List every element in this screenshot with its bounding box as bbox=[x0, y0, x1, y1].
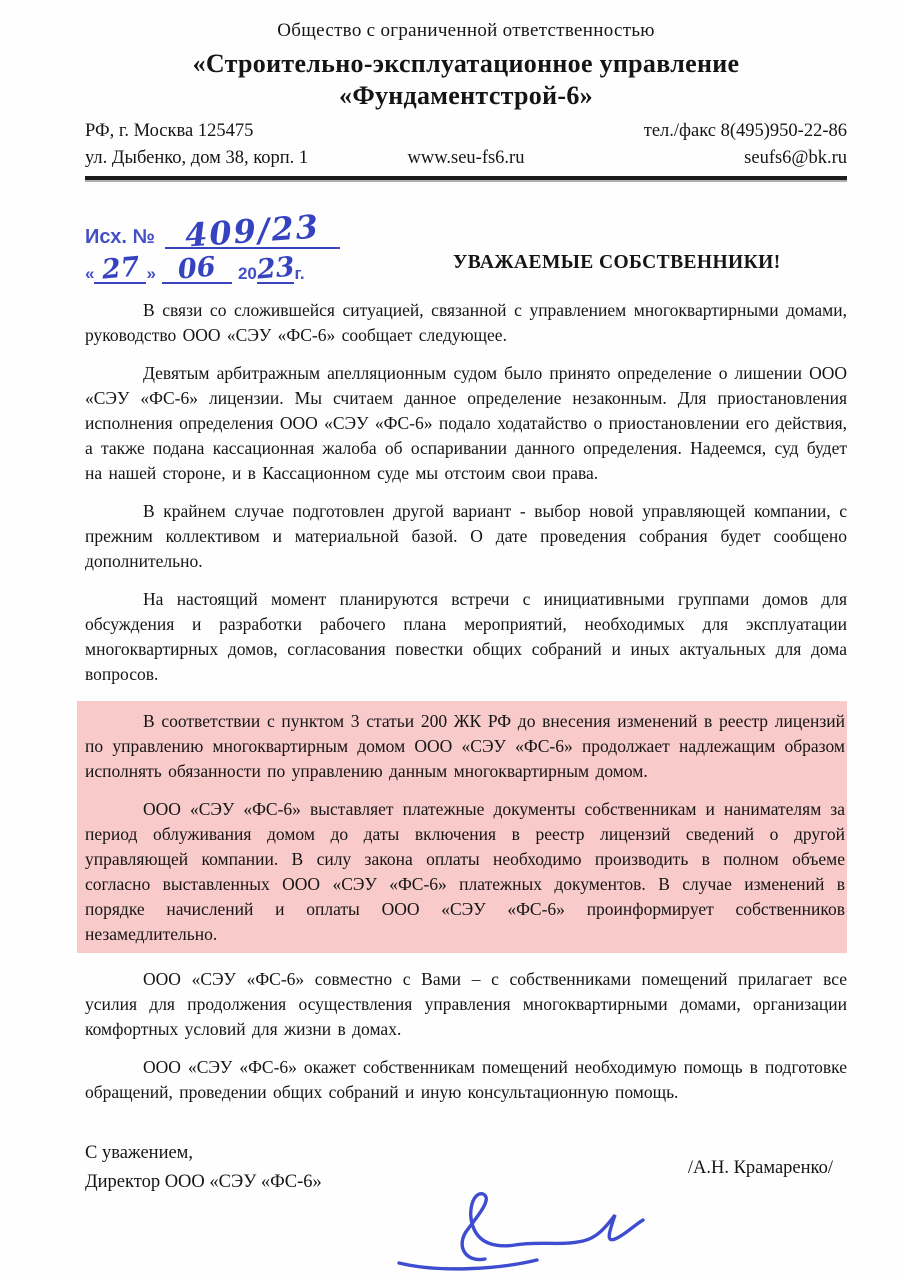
ref-label: Исх. № bbox=[85, 226, 155, 248]
letter-content bbox=[85, 20, 847, 1280]
day-slot bbox=[94, 251, 146, 286]
letterhead-rule bbox=[85, 176, 847, 180]
ref-number-slot bbox=[165, 207, 340, 255]
email: seufs6@bk.ru bbox=[744, 148, 847, 168]
month-slot bbox=[162, 251, 232, 286]
highlighted-paragraph: ООО «СЭУ «ФС-6» выставляет платежные документы собственникам и нанимателям за период облуживания домом до даты включения в реестр лицензий сведений о другой управляющей компании. В силу закона оплаты необходимо производить в полном объеме согласно выставленных ООО «СЭУ «ФС-6» платежных документов. В случае изменений в порядке начислений и оплаты ООО «СЭУ «ФС-6» проинформирует собственников незамедлительно. bbox=[85, 799, 845, 944]
highlighted-section bbox=[77, 701, 847, 953]
phone-fax: тел./факс 8(495)950-22-86 bbox=[643, 121, 847, 141]
paragraph: ООО «СЭУ «ФС-6» окажет собственникам помещений необходимую помощь в подготовке обращений, проведении общих собраний и иную консультационную помощь. bbox=[85, 1057, 847, 1102]
letterhead-contacts bbox=[85, 118, 847, 172]
website: www.seu-fs6.ru bbox=[407, 148, 525, 168]
quote-open: « bbox=[85, 264, 95, 283]
paragraph: ООО «СЭУ «ФС-6» совместно с Вами – с собственниками помещений прилагает все усилия для продолжения осуществления управления многоквартирными домами, организации комфортных условий для жизни в домах. bbox=[85, 969, 847, 1039]
handwritten-day: 27 bbox=[100, 251, 141, 286]
year-suffix: г. bbox=[294, 264, 305, 283]
address-line2: ул. Дыбенко, дом 38, корп. 1 bbox=[85, 148, 309, 168]
year-slot bbox=[255, 251, 296, 286]
handwritten-month: 06 bbox=[176, 251, 217, 286]
paragraph: В крайнем случае подготовлен другой вариант - выбор новой управляющей компании, с прежним коллективом и материальной базой. О дате проведения собрания будет сообщено дополнительно. bbox=[85, 501, 847, 571]
closing-line2: Директор ООО «СЭУ «ФС-6» bbox=[85, 1172, 322, 1192]
letterhead bbox=[85, 20, 847, 180]
ref-number-line bbox=[85, 207, 375, 255]
outgoing-ref-block bbox=[85, 207, 375, 286]
ref-and-salutation-row bbox=[85, 198, 847, 284]
quote-close: » bbox=[146, 264, 156, 283]
year-prefix: 20 bbox=[237, 264, 257, 283]
org-name-line1: «Строительно-эксплуатационное управление bbox=[192, 49, 740, 78]
letter-body bbox=[85, 298, 847, 1105]
address-line1: РФ, г. Москва 125475 bbox=[85, 121, 254, 141]
paragraph: На настоящий момент планируются встречи с инициативными группами домов для обсуждения и разработки рабочего плана мероприятий, необходимых для эксплуатации многоквартирных домов, согласования повестки общих собраний и иных актуальных для дома вопросов. bbox=[85, 589, 847, 684]
salutation-heading: УВАЖАЕМЫЕ СОБСТВЕННИКИ! bbox=[453, 252, 781, 273]
paragraph: В связи со сложившейся ситуацией, связанной с управлением многоквартирными домами, руководство ООО «СЭУ «ФС-6» сообщает следующее. bbox=[85, 300, 847, 345]
handwritten-ref-number: 409/23 bbox=[183, 207, 321, 255]
org-type: Общество с ограниченной ответственностью bbox=[277, 20, 655, 41]
highlighted-paragraph: В соответствии с пунктом 3 статьи 200 ЖК РФ до внесения изменений в реестр лицензий по управлению многоквартирным домом ООО «СЭУ «ФС-6» продолжает надлежащим образом исполнять обязанности по управлению данным многоквартирным домом. bbox=[85, 711, 845, 781]
handwritten-signature bbox=[385, 1183, 675, 1280]
ref-date-line bbox=[85, 251, 375, 286]
paragraph: Девятым арбитражным апелляционным судом было принято определение о лишении ООО «СЭУ «ФС-6» лицензии. Мы считаем данное определение незаконным. Для приостановления исполнения определения ООО «СЭУ «ФС-6» подало ходатайство о приостановлении его действия, а также подана кассационная жалоба об оспаривании данного определения. Надеемся, суд будет на нашей стороне, и в Кассационном суде мы отстоим свои права. bbox=[85, 363, 847, 483]
director-name: /А.Н. Крамаренко/ bbox=[687, 1157, 833, 1178]
closing-line1: С уважением, bbox=[85, 1143, 194, 1163]
signature-closing bbox=[85, 1139, 322, 1197]
handwritten-year: 23 bbox=[255, 251, 296, 286]
org-name-line2: «Фундаментстрой-6» bbox=[339, 81, 593, 110]
